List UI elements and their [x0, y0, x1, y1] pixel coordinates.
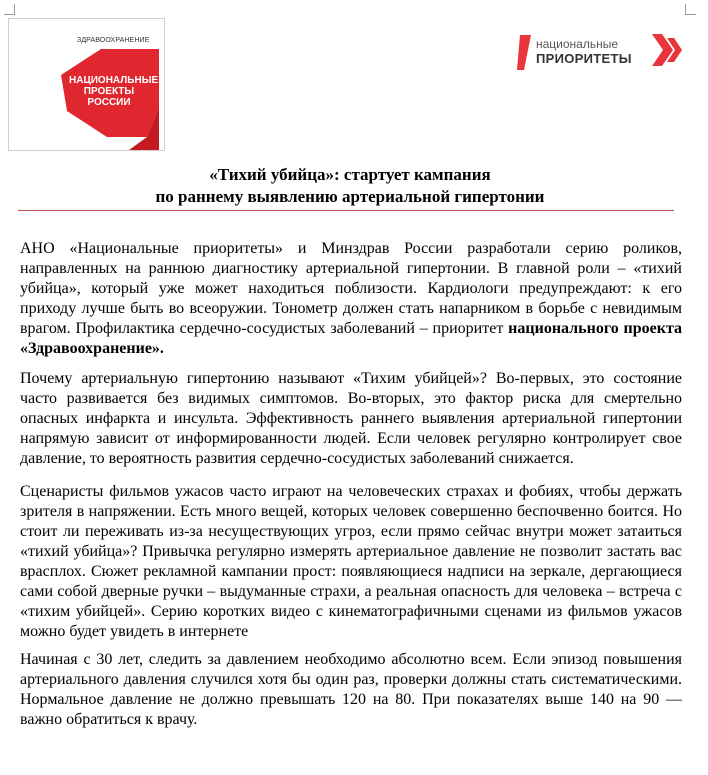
logo-text	[69, 75, 159, 108]
title-divider	[18, 210, 674, 211]
logo-text-line-2: ПРОЕКТЫ	[83, 86, 135, 97]
document-title-line-2: по раннему выявлению артериальной гипертонии	[155, 187, 545, 206]
national-projects-logo	[8, 18, 165, 151]
logo-text-line-1: НАЦИОНАЛЬНЫЕ	[69, 75, 159, 86]
paragraph-3: Сценаристы фильмов ужасов часто играют на человеческих страхах и фобиях, чтобы держать зрителя в напряжении. Есть много вещей, которых человек совершенно беспочвенно боится. Но стоит ли переживать из-за несуществующих угроз, если прямо сейчас внутри может затаиться «тихий убийца»? Привычка регулярно измерять артериальное давление не позволит застать вас врасплох. Сюжет рекламной кампании прост: появляющиеся надписи на зеркале, дергающиеся сами собой дверные ручки – выдуманные страхи, а реальная опасность для человека – встреча с «тихим убийцей». Серию коротких видео с кинематографичными сценами из фильмов ужасов можно будет увидеть в интернете	[20, 483, 682, 640]
paragraph-2: Почему артериальную гипертонию называют «Тихим убийцей»? Во-первых, это состояние часто развивается без видимых симптомов. Во-вторых, это фактор риска для смертельно опасных инфаркта и инсульта. Эффективность раннего выявления артериальной гипертонии напрямую зависит от информированности людей. Если человек регулярно контролирует свое давление, то вероятность развития сердечно-сосудистых заболеваний снижается.	[20, 370, 682, 467]
crop-mark-top-left	[4, 4, 15, 15]
logo-caption: ЗДРАВООХРАНЕНИЕ	[77, 37, 150, 44]
paragraph-1-text: АНО «Национальные приоритеты» и Минздрав России разработали серию роликов, направленных на раннюю диагностику артериальной гипертонии. В главной роли – «тихий убийца», который уже может находиться поблизости. Кардиологи предупреждают: к его приходу лучше быть во всеоружии. Тонометр должен стать напарником в борьбе с невидимым врагом. Профилактика сердечно-сосудистых заболеваний – приоритет	[20, 240, 682, 337]
logo-line-2: ПРИОРИТЕТЫ	[536, 51, 632, 66]
national-priorities-logo	[516, 34, 686, 74]
crop-mark-top-right	[685, 4, 696, 15]
logo-text-line-3: РОССИИ	[87, 97, 131, 108]
document-title-line-1: «Тихий убийца»: стартует кампания	[209, 165, 491, 184]
paragraph-4: Начиная с 30 лет, следить за давлением необходимо абсолютно всем. Если эпизод повышения артериального давления случился хотя бы один раз, проверки должны стать систематическими. Нормальное давление не должно превышать 120 на 80. При показателях выше 140 на 90 — важно обратиться к врачу.	[20, 651, 682, 728]
logo-line-1: национальные	[536, 37, 619, 51]
paragraph-1	[20, 239, 682, 359]
paragraph-1-bold: национального проекта «Здравоохранение».	[20, 320, 683, 357]
